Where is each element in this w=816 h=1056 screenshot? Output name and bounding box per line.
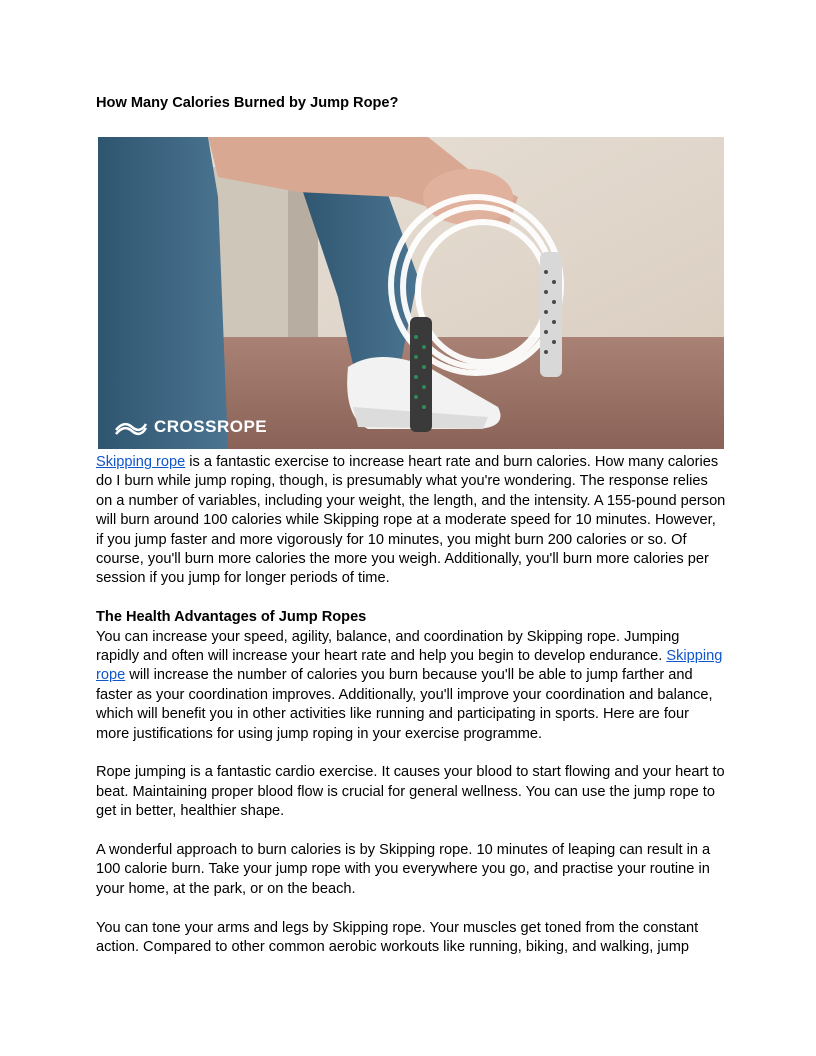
section-heading: The Health Advantages of Jump Ropes xyxy=(96,609,367,626)
brand-text: CROSSROPE xyxy=(154,417,268,436)
paragraph-intro-text: is a fantastic exercise to increase heart rate and burn calories. How many calories do I burn while jump roping, though, is presumably what you're wondering. The response relies on a number of variables, including your weight, the length, and the intensity. A 155-pound person will burn around 100 calories while Skipping rope at a moderate speed for 10 minutes. However, if you jump faster and more vigorously for 10 minutes, you might burn 200 calories or so. Of course, you'll burn more calories the more you weigh. Additionally, you'll burn more calories per session if you jump for longer periods of time. xyxy=(96,454,726,587)
paragraph-calories: A wonderful approach to burn calories is by Skipping rope. 10 minutes of leaping can result in a 100 calorie burn. Take your jump rope with you everywhere you go, and practise your routine in your home, at the park, or on the beach. xyxy=(96,842,711,897)
jump-rope-photo xyxy=(98,137,724,449)
skipping-rope-link-1[interactable]: Skipping rope xyxy=(96,454,186,470)
hero-image xyxy=(98,137,724,449)
paragraph-cardio: Rope jumping is a fantastic cardio exercise. It causes your blood to start flowing and your heart to beat. Maintaining proper blood flow is crucial for general wellness. You can use the jump rope to get in better, healthier shape. xyxy=(96,764,725,820)
paragraph-advantages xyxy=(96,628,726,744)
paragraph-advantages-text-b: will increase the number of calories you burn because you'll be able to jump farther and faster as your coordination improves. Additionally, you'll improve your coordination and balance, which will benefit you in other activities like running and participating in sports. Here are four more justifications for using jump roping in your exercise programme. xyxy=(96,667,713,742)
paragraph-intro xyxy=(96,453,726,589)
skipping-rope-link-2[interactable]: Skipping rope xyxy=(96,648,723,684)
document-page xyxy=(96,94,726,958)
brand-watermark xyxy=(114,417,267,436)
paragraph-advantages-text-a: You can increase your speed, agility, balance, and coordination by Skipping rope. Jumping rapidly and often will increase your heart rate and help you begin to develop endurance. xyxy=(96,628,680,665)
page-title: How Many Calories Burned by Jump Rope? xyxy=(96,95,399,111)
paragraph-tone: You can tone your arms and legs by Skipping rope. Your muscles get toned from the constant action. Compared to other common aerobic workouts like running, biking, and walking, jump xyxy=(96,919,699,956)
crossrope-wave-logo-icon xyxy=(114,418,148,436)
